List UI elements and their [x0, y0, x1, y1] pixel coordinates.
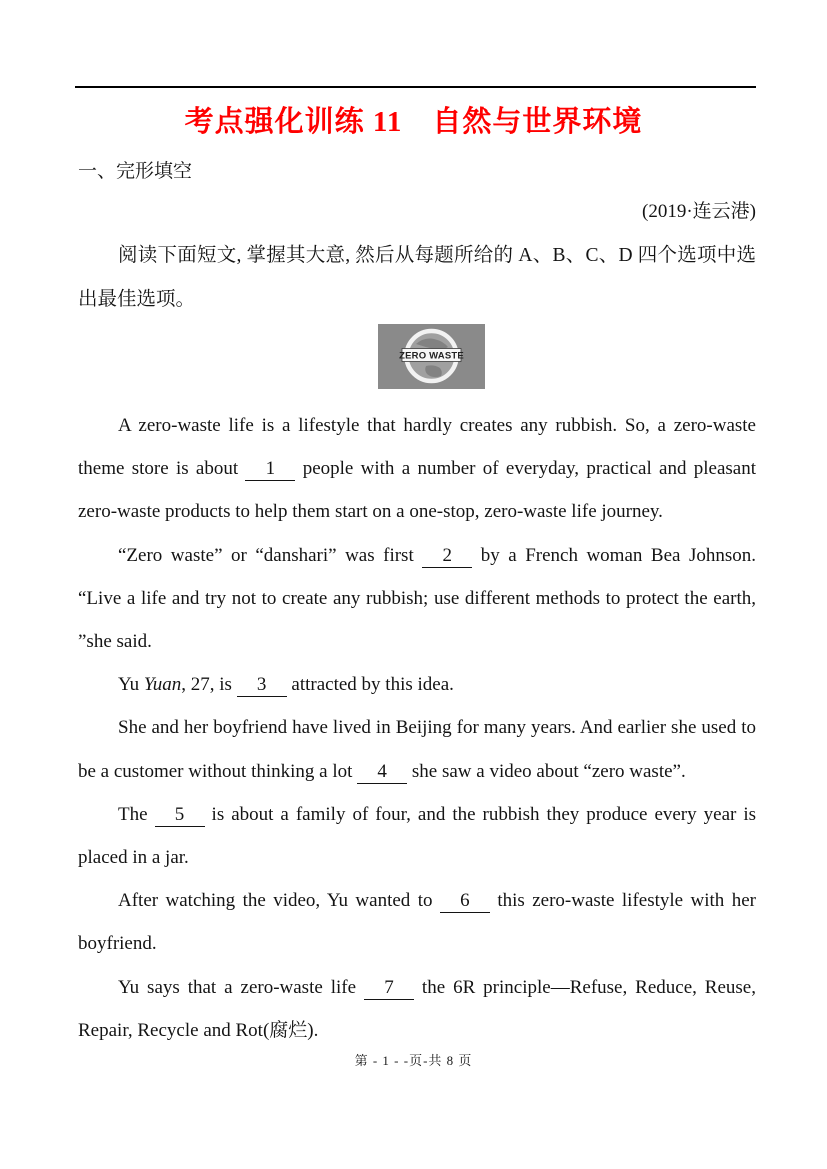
passage-paragraph-4: She and her boyfriend have lived in Beijing for many years. And earlier she used to be a customer without thinking a lot 4 she saw a video about “zero waste”. — [78, 717, 756, 782]
source-label: (2019·连云港) — [642, 201, 756, 222]
page-footer: 第 - 1 - -页-共 8 页 — [354, 1053, 473, 1068]
blank-5: 5 — [155, 804, 205, 827]
top-rule — [75, 86, 756, 88]
zero-waste-logo-graphic — [378, 324, 485, 389]
passage-paragraph-3: Yu Yuan, 27, is 3 attracted by this idea. — [118, 674, 454, 696]
passage-paragraph-7: Yu says that a zero-waste life 7 the 6R principle—Refuse, Reduce, Reuse, Repair, Recycle and Rot(腐烂). — [78, 976, 756, 1041]
blank-1: 1 — [245, 458, 295, 481]
passage-paragraph-2: “Zero waste” or “danshari” was first 2 by a French woman Bea Johnson. “Live a life and try not to create any rubbish; use different methods to protect the earth, ”she said. — [78, 544, 756, 653]
passage-paragraph-6: After watching the video, Yu wanted to 6 this zero-waste lifestyle with her boyfriend. — [78, 890, 756, 955]
italic-name: Yuan — [143, 674, 182, 696]
logo-text: ZERO WASTE — [399, 350, 464, 362]
section-heading: 一、完形填空 — [78, 161, 193, 182]
blank-7: 7 — [364, 977, 414, 1000]
passage-paragraph-5: The 5 is about a family of four, and the rubbish they produce every year is placed in a jar. — [78, 803, 756, 869]
passage-paragraph-1: A zero-waste life is a lifestyle that hardly creates any rubbish. So, a zero-waste theme store is about 1 people with a number of everyday, practical and pleasant zero-waste products to help them start on a one-stop, zero-waste life journey. — [78, 415, 756, 523]
passage — [78, 404, 756, 1052]
page-title: 考点强化训练 11 自然与世界环境 — [184, 106, 643, 138]
instruction-text: 阅读下面短文, 掌握其大意, 然后从每题所给的 A、B、C、D 四个选项中选出最佳选项。 — [78, 245, 756, 310]
blank-6: 6 — [440, 890, 490, 913]
zero-waste-logo-image — [378, 324, 485, 389]
blank-3: 3 — [237, 674, 287, 697]
blank-4: 4 — [357, 761, 407, 784]
blank-2: 2 — [422, 545, 472, 568]
